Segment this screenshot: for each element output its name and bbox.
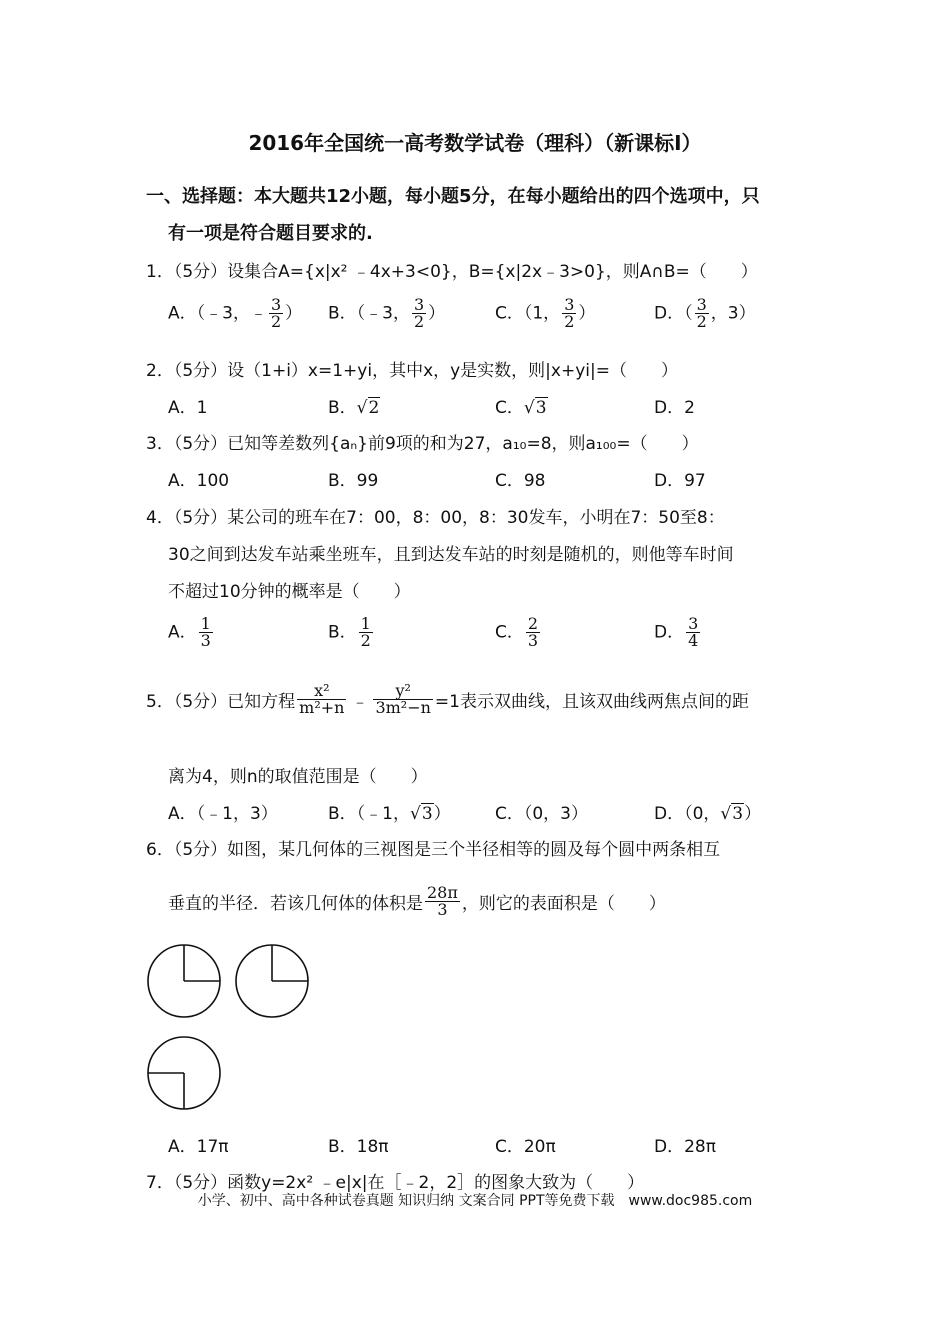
q4-c-fraction: $\frac{2}{3}$ (527, 614, 539, 650)
section-heading-line2: 有一项是符合题目要求的. (168, 223, 373, 244)
q4-option-c: C． $\frac{2}{3}$ (495, 614, 539, 650)
q4-option-d: D． $\frac{3}{4}$ (654, 614, 699, 650)
q4-option-a: A． $\frac{1}{3}$ (168, 614, 211, 650)
footer-note: 小学、初中、高中各种试卷真题 知识归纳 文案合同 PPT等免费下载 www.doc985.com (197, 1193, 753, 1209)
q1-option-a: A．（﹣3，﹣ $\frac{3}{2}$ ） (168, 295, 303, 331)
q1-stem: 1．（5分）设集合A={x|x² ﹣4x+3<0}，B={x|2x﹣3>0}，则A∩B=（ ） (146, 262, 758, 282)
top-view-circle-icon (146, 1036, 224, 1112)
q2-option-a: A．1 (168, 398, 208, 418)
q1-b-fraction: $\frac{3}{2}$ (413, 295, 425, 331)
q5-fraction-1: $\frac{\text{x²}}{\text{m²+n}}$ (299, 681, 345, 717)
q4-b-fraction: $\frac{1}{2}$ (360, 614, 371, 650)
q6-option-a: A．17π (168, 1137, 229, 1157)
q1-option-d: D．（ $\frac{3}{2}$ ，3） (654, 295, 756, 331)
q5-d-sqrt: √3 (720, 804, 744, 824)
front-view-circle-icon (148, 945, 220, 1017)
q2-option-b: B．√2 (328, 398, 380, 418)
q6-option-c: C．20π (495, 1137, 556, 1157)
q5-option-b: B．（﹣1，√3） (328, 804, 451, 824)
q3-option-d: D．97 (654, 471, 706, 491)
q2-option-c: C．√3 (495, 398, 547, 418)
q6-fraction: $\frac{28\pi}{3}$ (427, 883, 458, 919)
q5-stem-line1: 5．（5分）已知方程 $\frac{\text{x²}}{\text{m²+n}}$ ﹣ $\frac{\text{y²}}{\text{3m²−n}}$ =1表示双曲线，且该双曲线两焦点间的距 (146, 681, 749, 717)
q3-option-b: B．99 (328, 471, 379, 491)
q2-stem: 2．（5分）设（1+i）x=1+yi，其中x，y是实数，则|x+yi|=（ ） (146, 361, 678, 381)
q4-a-fraction: $\frac{1}{3}$ (200, 614, 211, 650)
q4-stem-line1: 4．（5分）某公司的班车在7：00，8：00，8：30发车，小明在7：50至8： (146, 508, 725, 528)
q5-option-d: D．（0，√3） (654, 804, 762, 824)
q2-option-d: D．2 (654, 398, 695, 418)
q3-option-a: A．100 (168, 471, 230, 491)
q3-option-c: C．98 (495, 471, 546, 491)
q3-stem: 3．（5分）已知等差数列{aₙ}前9项的和为27，a₁₀=8，则a₁₀₀=（ ） (146, 434, 699, 454)
q5-option-c: C．（0，3） (495, 804, 589, 824)
q1-option-b: B．（﹣3， $\frac{3}{2}$ ） (328, 295, 446, 331)
q1-d-fraction: $\frac{3}{2}$ (696, 295, 707, 331)
q5-option-a: A．（﹣1，3） (168, 804, 278, 824)
q2-c-sqrt: √3 (523, 398, 547, 418)
three-view-figure-top-row (146, 944, 310, 1020)
q1-c-fraction: $\frac{3}{2}$ (564, 295, 575, 331)
q5-fraction-2: $\frac{\text{y²}}{\text{3m²−n}}$ (375, 681, 431, 717)
q5-b-sqrt: √3 (409, 804, 433, 824)
q6-option-b: B．18π (328, 1137, 389, 1157)
q1-a-fraction: $\frac{3}{2}$ (270, 295, 282, 331)
q7-stem: 7．（5分）函数y=2x² ﹣e|x|在［﹣2，2］的图象大致为（ ） (146, 1173, 645, 1193)
q4-option-b: B． $\frac{1}{2}$ (328, 614, 371, 650)
q4-stem-line2: 30之间到达发车站乘坐班车，且到达发车站的时刻是随机的，则他等车时间 (168, 545, 734, 565)
page-title: 2016年全国统一高考数学试卷（理科）（新课标Ⅰ） (248, 131, 702, 155)
side-view-circle-icon (236, 945, 308, 1017)
q6-option-d: D．28π (654, 1137, 716, 1157)
q4-stem-line3: 不超过10分钟的概率是（ ） (168, 582, 411, 602)
q6-stem-line2: 垂直的半径．若该几何体的体积是 $\frac{28\pi}{3}$ ，则它的表面积是（ ） (168, 883, 666, 919)
q1-option-c: C．（1， $\frac{3}{2}$ ） (495, 295, 596, 331)
q2-b-sqrt: √2 (356, 398, 380, 418)
q6-stem-line1: 6．（5分）如图，某几何体的三视图是三个半径相等的圆及每个圆中两条相互 (146, 840, 721, 860)
q5-stem-line2: 离为4，则n的取值范围是（ ） (168, 767, 428, 787)
q4-d-fraction: $\frac{3}{4}$ (688, 614, 699, 650)
section-heading-line1: 一、选择题：本大题共12小题，每小题5分，在每小题给出的四个选项中，只 (146, 186, 760, 207)
